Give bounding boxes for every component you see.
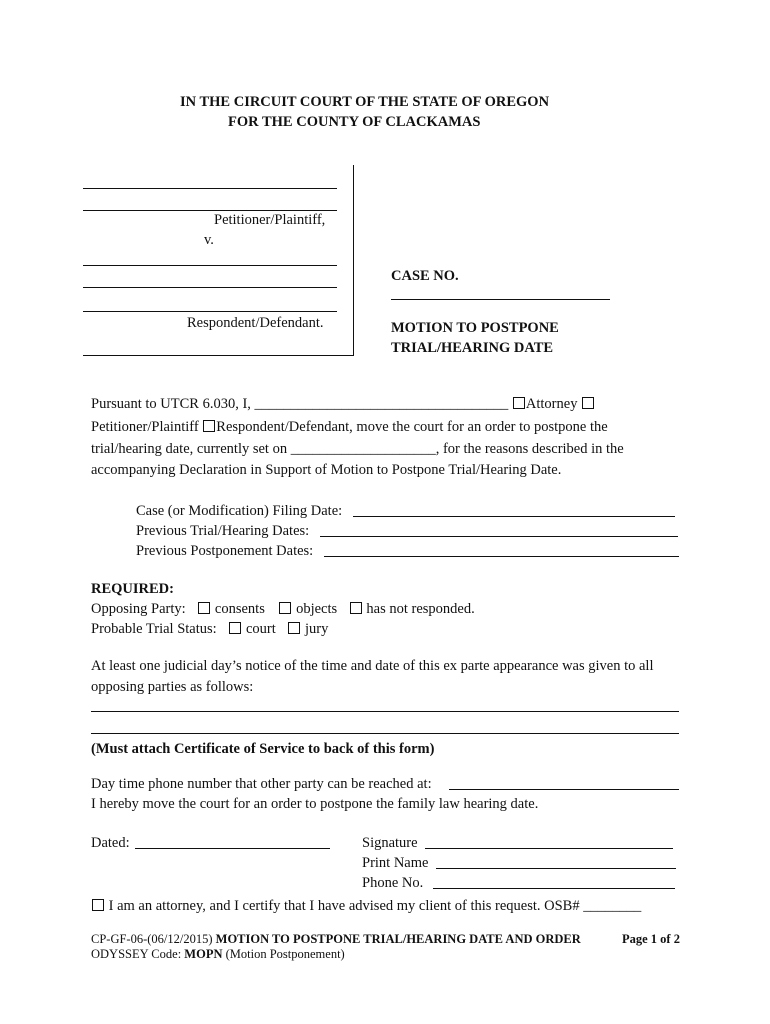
attorney-certification-checkbox[interactable] xyxy=(92,899,104,911)
footer-line2 xyxy=(91,947,345,962)
respondent-name-line-1[interactable] xyxy=(83,265,337,266)
page-number: Page 1 of 2 xyxy=(622,932,680,946)
attorney-certification-text: I am an attorney, and I certify that I have advised my client of this request. OSB# ________ xyxy=(108,898,642,914)
attorney-label: Attorney xyxy=(525,396,578,412)
form-title: MOTION TO POSTPONE TRIAL/HEARING DATE AND ORDER xyxy=(215,932,581,946)
court-checkbox[interactable] xyxy=(229,622,241,634)
petitioner-name-line-2[interactable] xyxy=(83,210,337,211)
movant-name-field[interactable]: ___________________________________ xyxy=(254,396,509,412)
respondent-checkbox[interactable] xyxy=(203,420,215,432)
not-responded-checkbox[interactable] xyxy=(350,602,362,614)
previous-hearing-dates-field[interactable] xyxy=(320,536,678,537)
caption-bottom-rule xyxy=(83,355,353,356)
trial-status-label: Probable Trial Status: xyxy=(91,621,217,637)
form-code: CP-GF-06-(06/12/2015) xyxy=(91,932,216,946)
signature-label: Signature xyxy=(362,835,418,851)
caption-divider xyxy=(353,165,354,356)
respondent-label: Respondent/Defendant. xyxy=(187,315,324,331)
previous-hearing-dates-label: Previous Trial/Hearing Dates: xyxy=(136,523,310,539)
odyssey-description: (Motion Postponement) xyxy=(222,947,345,961)
reasons-text: , for the reasons described in the xyxy=(435,441,624,457)
court-heading-line1: IN THE CIRCUIT COURT OF THE STATE OF OREGON xyxy=(180,94,550,110)
versus-label: v. xyxy=(204,232,214,248)
respondent-name-line-2[interactable] xyxy=(83,287,337,288)
petitioner-option-label: Petitioner/Plaintiff xyxy=(91,419,199,435)
court-label: court xyxy=(245,621,276,637)
current-hearing-date-field[interactable]: ____________________ xyxy=(290,441,436,457)
move-statement: I hereby move the court for an order to postpone the family law hearing date. xyxy=(91,796,539,812)
attorney-certification-row xyxy=(91,898,641,915)
jury-label: jury xyxy=(304,621,329,637)
phone-number-label: Day time phone number that other party can be reached at: xyxy=(91,776,432,792)
certificate-note: (Must attach Certificate of Service to back of this form) xyxy=(91,741,435,757)
notice-line1: At least one judicial day’s notice of the time and date of this ex parte appearance was given to all xyxy=(91,658,654,674)
opposing-party-row xyxy=(91,601,475,618)
petitioner-name-line-1[interactable] xyxy=(83,188,337,189)
dated-label: Dated: xyxy=(91,835,130,851)
filing-date-label: Case (or Modification) Filing Date: xyxy=(136,503,343,519)
notice-details-line-1[interactable] xyxy=(91,711,679,712)
current-date-text: trial/hearing date, currently set on xyxy=(91,441,291,457)
case-no-field[interactable] xyxy=(391,299,610,300)
signature-field[interactable] xyxy=(425,848,673,849)
motion-paragraph-line1 xyxy=(91,396,595,413)
consents-checkbox[interactable] xyxy=(198,602,210,614)
print-name-field[interactable] xyxy=(436,868,676,869)
motion-paragraph-line3 xyxy=(91,441,624,458)
previous-postponement-dates-label: Previous Postponement Dates: xyxy=(136,543,314,559)
document-title-line2: TRIAL/HEARING DATE xyxy=(391,340,554,356)
footer-line1 xyxy=(91,932,581,947)
court-heading-line2: FOR THE COUNTY OF CLACKAMAS xyxy=(228,114,481,130)
petitioner-checkbox[interactable] xyxy=(582,397,594,409)
phone-number-field[interactable] xyxy=(449,789,679,790)
objects-checkbox[interactable] xyxy=(279,602,291,614)
notice-line2: opposing parties as follows: xyxy=(91,679,254,695)
case-no-label: CASE NO. xyxy=(391,268,459,284)
trial-status-row xyxy=(91,621,328,638)
attorney-checkbox[interactable] xyxy=(513,397,525,409)
motion-paragraph-line2 xyxy=(91,419,608,436)
utcr-text: Pursuant to UTCR 6.030, I, xyxy=(91,396,255,412)
notice-details-line-2[interactable] xyxy=(91,733,679,734)
not-responded-label: has not responded. xyxy=(366,601,475,617)
jury-checkbox[interactable] xyxy=(288,622,300,634)
signer-phone-field[interactable] xyxy=(433,888,675,889)
odyssey-code: MOPN xyxy=(184,947,223,961)
filing-date-field[interactable] xyxy=(353,516,675,517)
signer-phone-label: Phone No. xyxy=(362,875,424,891)
previous-postponement-dates-field[interactable] xyxy=(324,556,679,557)
dated-field[interactable] xyxy=(135,848,330,849)
consents-label: consents xyxy=(214,601,265,617)
motion-paragraph-line4: accompanying Declaration in Support of Motion to Postpone Trial/Hearing Date. xyxy=(91,462,562,478)
respondent-name-line-3[interactable] xyxy=(83,311,337,312)
odyssey-label: ODYSSEY Code: xyxy=(91,947,185,961)
petitioner-label: Petitioner/Plaintiff, xyxy=(214,212,326,228)
respondent-option-label: Respondent/Defendant, move the court for an order to postpone the xyxy=(216,419,608,435)
opposing-party-label: Opposing Party: xyxy=(91,601,186,617)
print-name-label: Print Name xyxy=(362,855,429,871)
document-title-line1: MOTION TO POSTPONE xyxy=(391,320,559,336)
objects-label: objects xyxy=(296,601,338,617)
required-heading: REQUIRED: xyxy=(91,581,174,597)
